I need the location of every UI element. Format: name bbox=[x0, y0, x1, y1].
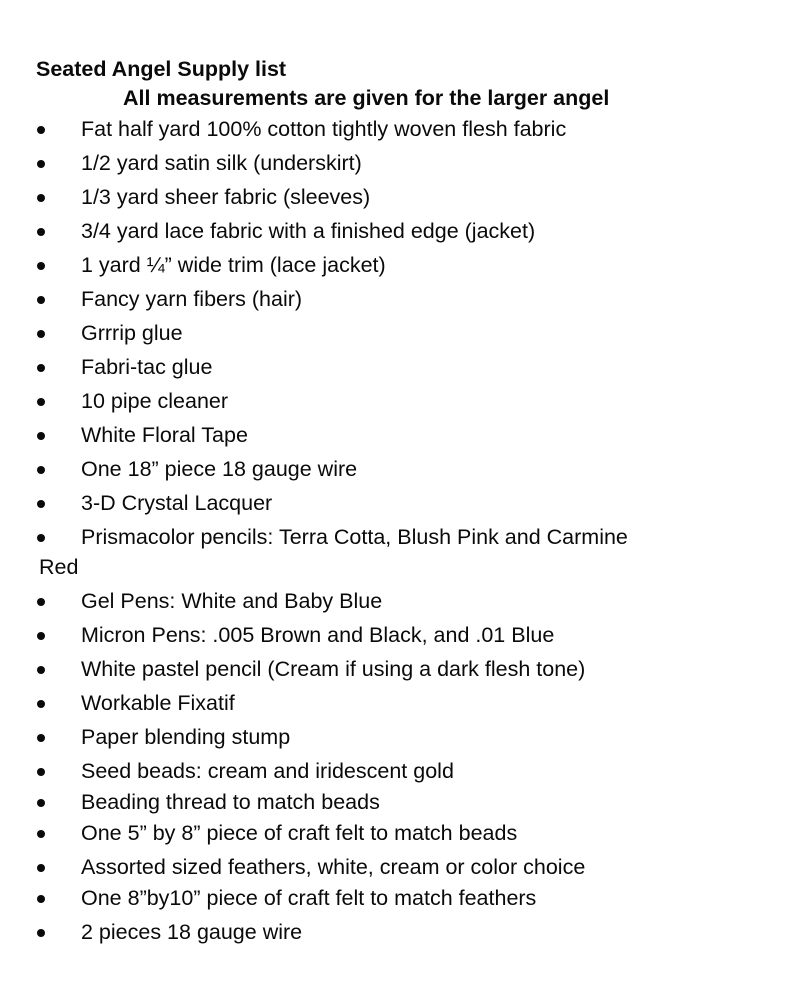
bullet-icon bbox=[37, 194, 45, 202]
bullet-icon bbox=[37, 929, 45, 937]
list-item-continuation: Red bbox=[39, 555, 79, 579]
list-item: Gel Pens: White and Baby Blue bbox=[0, 587, 800, 621]
bullet-icon bbox=[37, 700, 45, 708]
bullet-icon bbox=[37, 228, 45, 236]
list-item: One 5” by 8” piece of craft felt to match beads bbox=[0, 819, 800, 853]
bullet-icon bbox=[37, 768, 45, 776]
list-item: 3/4 yard lace fabric with a finished edge (jacket) bbox=[0, 217, 800, 251]
bullet-icon bbox=[37, 126, 45, 134]
supply-list bbox=[0, 115, 800, 952]
list-item-text: Prismacolor pencils: Terra Cotta, Blush Pink and Carmine bbox=[81, 525, 628, 549]
bullet-icon bbox=[37, 364, 45, 372]
bullet-icon bbox=[37, 666, 45, 674]
bullet-icon bbox=[37, 830, 45, 838]
list-item: Fat half yard 100% cotton tightly woven flesh fabric bbox=[0, 115, 800, 149]
bullet-icon bbox=[37, 598, 45, 606]
list-item: One 8”by10” piece of craft felt to match feathers bbox=[0, 884, 800, 918]
list-item: Paper blending stump bbox=[0, 723, 800, 757]
bullet-icon bbox=[37, 500, 45, 508]
list-item: 3-D Crystal Lacquer bbox=[0, 489, 800, 523]
list-item: White Floral Tape bbox=[0, 421, 800, 455]
list-item: 1 yard ¼” wide trim (lace jacket) bbox=[0, 251, 800, 285]
list-item: 10 pipe cleaner bbox=[0, 387, 800, 421]
list-item: Seed beads: cream and iridescent gold bbox=[0, 757, 800, 788]
list-item: Assorted sized feathers, white, cream or color choice bbox=[0, 853, 800, 884]
bullet-icon bbox=[37, 895, 45, 903]
list-item: Fabri-tac glue bbox=[0, 353, 800, 387]
list-item: Beading thread to match beads bbox=[0, 788, 800, 819]
bullet-icon bbox=[37, 160, 45, 168]
bullet-icon bbox=[37, 734, 45, 742]
bullet-icon bbox=[37, 864, 45, 872]
list-item: Grrrip glue bbox=[0, 319, 800, 353]
bullet-icon bbox=[37, 632, 45, 640]
bullet-icon bbox=[37, 262, 45, 270]
list-item: 1/2 yard satin silk (underskirt) bbox=[0, 149, 800, 183]
list-item: 2 pieces 18 gauge wire bbox=[0, 918, 800, 952]
page-title: Seated Angel Supply list bbox=[36, 57, 287, 81]
page-subtitle: All measurements are given for the larger angel bbox=[123, 86, 610, 110]
bullet-icon bbox=[37, 534, 45, 542]
list-item: 1/3 yard sheer fabric (sleeves) bbox=[0, 183, 800, 217]
bullet-icon bbox=[37, 799, 45, 807]
list-item: Micron Pens: .005 Brown and Black, and .01 Blue bbox=[0, 621, 800, 655]
list-item bbox=[0, 523, 800, 587]
bullet-icon bbox=[37, 466, 45, 474]
list-item: One 18” piece 18 gauge wire bbox=[0, 455, 800, 489]
bullet-icon bbox=[37, 398, 45, 406]
list-item: Fancy yarn fibers (hair) bbox=[0, 285, 800, 319]
bullet-icon bbox=[37, 296, 45, 304]
list-item: White pastel pencil (Cream if using a dark flesh tone) bbox=[0, 655, 800, 689]
bullet-icon bbox=[37, 432, 45, 440]
list-item: Workable Fixatif bbox=[0, 689, 800, 723]
bullet-icon bbox=[37, 330, 45, 338]
